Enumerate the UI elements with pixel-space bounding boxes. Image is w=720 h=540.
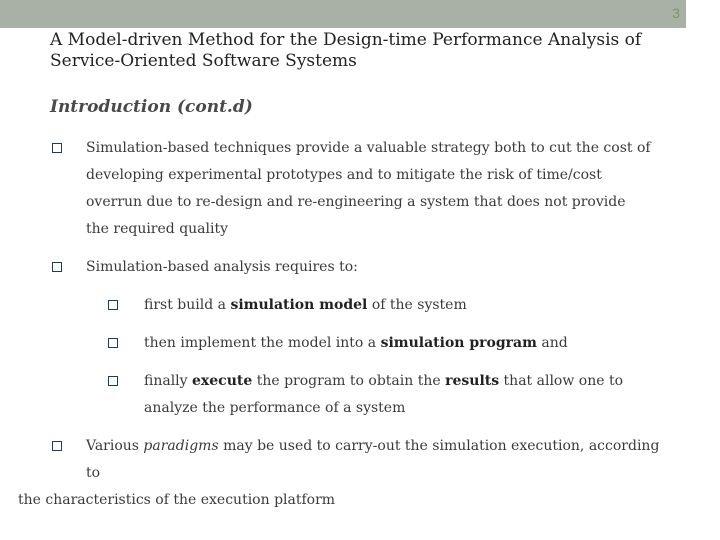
checkbox-bullet-icon: [108, 338, 118, 348]
emphasis-text: execute: [192, 373, 253, 389]
text-run: the program to obtain the: [252, 373, 446, 389]
bullet-text: [144, 330, 678, 357]
checkbox-bullet-icon: [108, 376, 118, 386]
slide-title: A Model-driven Method for the Design-time Performance Analysis of Service-Oriented Software Systems: [50, 30, 642, 71]
bullet-simulation-techniques: [52, 135, 652, 243]
bullet-text-continuation: the characteristics of the execution platform: [18, 492, 336, 508]
emphasis-text: simulation program: [380, 335, 537, 351]
emphasis-text: simulation model: [230, 297, 368, 313]
checkbox-bullet-icon: [52, 441, 62, 451]
sub-bullet-execute-program: [108, 368, 678, 422]
text-run: may be used to carry-out the simulation execution, according to: [86, 438, 660, 481]
page-number: 3: [672, 5, 680, 21]
text-run: finally: [144, 373, 193, 389]
checkbox-bullet-icon: [52, 262, 62, 272]
bullet-text: [86, 433, 677, 487]
emphasis-text: results: [445, 373, 500, 389]
text-run: first build a: [144, 297, 231, 313]
text-run: and: [536, 335, 568, 351]
text-run: Various: [86, 438, 144, 454]
bullet-text: Simulation-based analysis requires to:: [86, 259, 358, 275]
italic-text: paradigms: [143, 438, 219, 454]
checkbox-bullet-icon: [52, 143, 62, 153]
bullet-text: [144, 292, 678, 319]
checkbox-bullet-icon: [108, 300, 118, 310]
sub-bullet-build-model: [108, 292, 678, 319]
top-bar: [0, 0, 720, 28]
bullet-paradigms: [18, 433, 677, 514]
bullet-text: Simulation-based techniques provide a valuable strategy both to cut the cost of developing experimental prototypes and to mitigate the risk of time/cost overrun due to re-design and re-engineering a system that does not provide the required quality: [86, 140, 651, 237]
bullet-text: [144, 368, 678, 422]
text-run: of the system: [367, 297, 467, 313]
slide-subtitle: Introduction (cont.d): [50, 97, 253, 117]
sub-bullet-implement-program: [108, 330, 678, 357]
bullet-simulation-analysis: [52, 254, 652, 281]
top-bar-notch: [686, 0, 720, 28]
text-run: then implement the model into a: [144, 335, 381, 351]
text-run: that allow one to analyze the performance of a system: [144, 373, 624, 416]
